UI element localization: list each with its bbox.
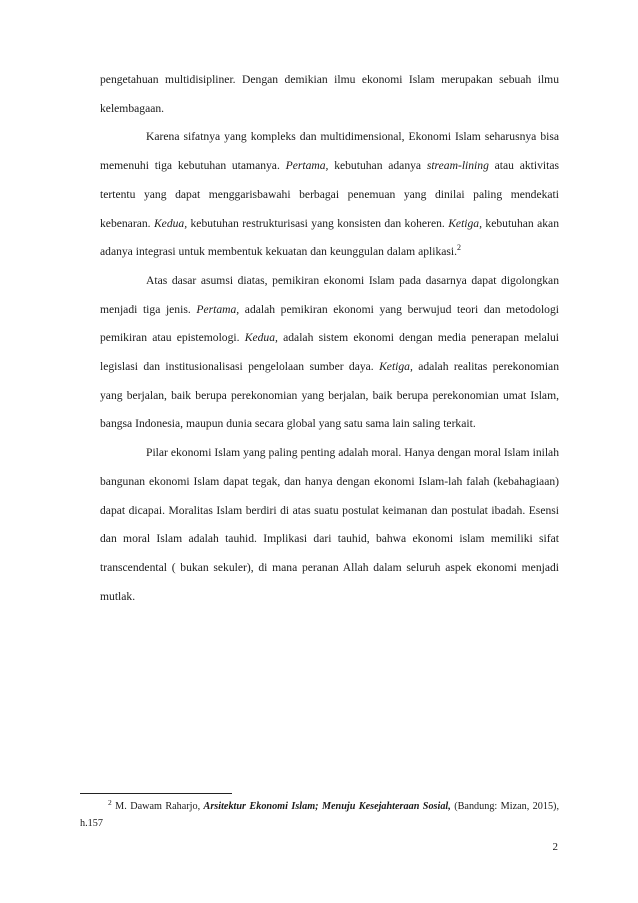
footnote-reference: 2 (457, 243, 462, 253)
text-run: adalah pemikiran ekonomi yang berwujud teori dan metodologi pemikiran atau epistemologi. (100, 302, 559, 345)
footnote-line (80, 798, 559, 832)
text-run: kebutuhan akan adanya integrasi untuk membentuk kekuatan dan keunggulan dalam aplikasi. (100, 216, 559, 259)
text-run: adalah sistem ekonomi dengan media penerapan melalui legislasi dan institusionalisasi pengelolaan sumber daya. (100, 331, 560, 374)
footnote-separator (80, 793, 232, 794)
emphasis-text: Kedua, (244, 331, 278, 345)
footnote (80, 798, 559, 832)
text-run: kebutuhan restrukturisasi yang konsisten dan koheren. (187, 216, 449, 230)
text-run: kebutuhan adanya (328, 159, 427, 173)
emphasis-text: Ketiga, (379, 360, 413, 374)
emphasis-text: Ketiga, (448, 216, 483, 230)
page-number: 2 (552, 841, 558, 853)
text-run: pengetahuan multidisipliner. Dengan demikian ilmu ekonomi Islam merupakan sebuah ilmu kelembagaan. (100, 73, 559, 115)
emphasis-text: Pertama, (196, 302, 240, 316)
text-run: Atas dasar asumsi diatas, pemikiran ekonomi Islam pada dasarnya dapat digolongkan menjadi tiga jenis. (100, 273, 559, 316)
text-run: adalah realitas perekonomian yang berjalan, baik berupa perekonomian yang berjalan, baik berupa perekonomian umat Islam, bangsa Indonesia, maupun dunia secara global yang satu sama lain saling terkait. (100, 360, 559, 431)
footnote-author: M. Dawam Raharjo, (111, 801, 204, 812)
paragraph (100, 66, 559, 123)
text-run: atau aktivitas tertentu yang dapat menggarisbawahi berbagai penemuan yang dinilai paling mendekati kebenaran. (100, 159, 559, 230)
paragraph (100, 267, 559, 439)
paragraph (100, 123, 559, 267)
text-run: Karena sifatnya yang kompleks dan multidimensional, Ekonomi Islam seharusnya bisa memenuhi tiga kebutuhan utamanya. (100, 130, 559, 173)
paragraph (100, 439, 559, 611)
footnote-number: 2 (108, 798, 112, 807)
emphasis-text: Pertama, (285, 159, 329, 173)
emphasis-text: Kedua, (153, 216, 188, 230)
text-run: Pilar ekonomi Islam yang paling penting adalah moral. Hanya dengan moral Islam inilah bangunan ekonomi Islam dapat tegak, dan hanya dengan ekonomi Islam-lah falah (kebahagiaan) dapat dicapai. Moralitas Islam berdiri di atas suatu postulat keimanan dan postulat ibadah. Esensi dan moral Islam adalah tauhid. Implikasi dari tauhid, bahwa ekonomi islam memiliki sifat transcendental ( bukan sekuler), di mana peranan Allah dalam seluruh aspek ekonomi menjadi mutlak. (100, 446, 559, 603)
footnote-source: (Bandung: Mizan, 2015), h.157 (80, 801, 559, 829)
footnote-title: Arsitektur Ekonomi Islam; Menuju Kesejahteraan Sosial, (203, 801, 451, 812)
emphasis-text: stream-lining (426, 159, 489, 173)
body-text (100, 66, 559, 611)
